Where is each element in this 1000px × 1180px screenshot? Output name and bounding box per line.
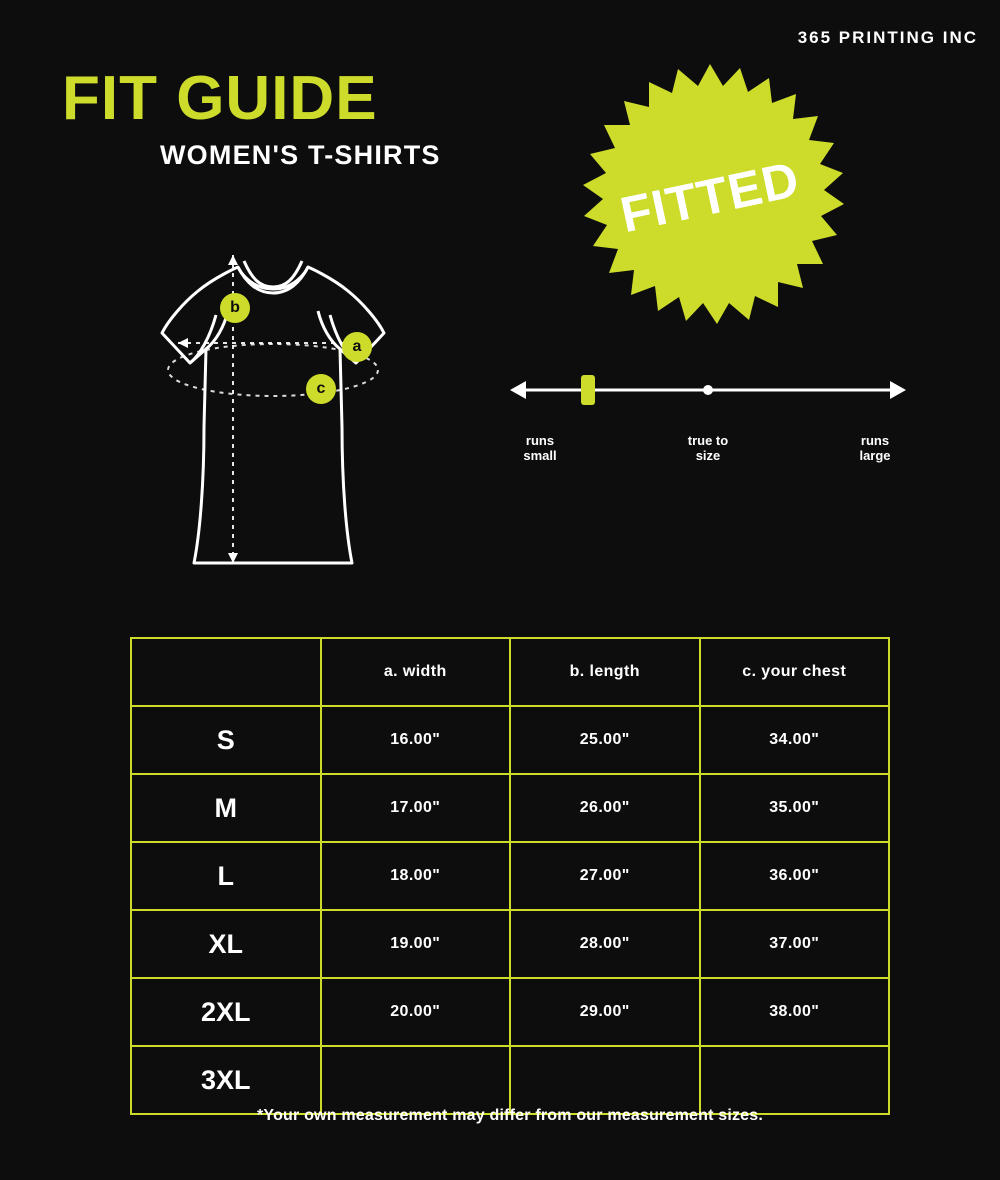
chest-value: 35.00" xyxy=(700,774,890,842)
width-value: 16.00" xyxy=(321,706,511,774)
fit-scale-marker xyxy=(581,375,595,405)
brand-name: 365 PRINTING INC xyxy=(797,28,978,47)
fit-scale-label-large-line2: large xyxy=(859,447,891,463)
table-header-row xyxy=(131,638,889,706)
marker-a: a xyxy=(342,332,372,362)
table-row xyxy=(131,978,889,1046)
fit-scale xyxy=(508,370,908,410)
width-value: 19.00" xyxy=(321,910,511,978)
length-value: 25.00" xyxy=(510,706,700,774)
table-header-length: b. length xyxy=(510,638,700,706)
fit-scale-label-large-line1: runs xyxy=(860,433,890,448)
marker-c: c xyxy=(306,374,336,404)
size-table xyxy=(130,637,890,1115)
fit-scale-label-small-line2: small xyxy=(523,447,557,463)
length-value: 27.00" xyxy=(510,842,700,910)
table-row xyxy=(131,774,889,842)
table-header-chest: c. your chest xyxy=(700,638,890,706)
fitted-starburst-icon xyxy=(575,62,845,332)
fitted-badge-label: FITTED xyxy=(615,150,805,244)
table-row xyxy=(131,1046,889,1114)
chest-value xyxy=(700,1046,890,1114)
fit-scale-label-small-line1: runs xyxy=(525,433,555,448)
table-row xyxy=(131,706,889,774)
table-row xyxy=(131,842,889,910)
size-label: L xyxy=(131,842,321,910)
table-header-blank xyxy=(131,638,321,706)
chest-value: 37.00" xyxy=(700,910,890,978)
length-value xyxy=(510,1046,700,1114)
fit-scale-label-small xyxy=(505,434,575,464)
fit-scale-label-large xyxy=(838,434,912,464)
length-value: 26.00" xyxy=(510,774,700,842)
width-value: 20.00" xyxy=(321,978,511,1046)
page-subtitle: WOMEN'S T-SHIRTS xyxy=(160,140,441,170)
length-value: 28.00" xyxy=(510,910,700,978)
length-value: 29.00" xyxy=(510,978,700,1046)
tshirt-diagram xyxy=(120,215,480,595)
size-label: M xyxy=(131,774,321,842)
table-row xyxy=(131,910,889,978)
size-label: 3XL xyxy=(131,1046,321,1114)
chest-value: 34.00" xyxy=(700,706,890,774)
footnote: *Your own measurement may differ from our measurement sizes. xyxy=(256,1107,764,1124)
size-table-wrapper xyxy=(130,637,890,1124)
fit-scale-label-true-line2: size xyxy=(695,447,721,463)
page-title: FIT GUIDE xyxy=(62,64,378,133)
chest-value: 38.00" xyxy=(700,978,890,1046)
size-label: 2XL xyxy=(131,978,321,1046)
tshirt-outline-icon xyxy=(120,215,480,595)
width-value xyxy=(321,1046,511,1114)
chest-value: 36.00" xyxy=(700,842,890,910)
width-value: 17.00" xyxy=(321,774,511,842)
size-label: S xyxy=(131,706,321,774)
fit-scale-label-true-line1: true to xyxy=(687,433,729,448)
marker-b: b xyxy=(220,293,250,323)
size-label: XL xyxy=(131,910,321,978)
table-header-width: a. width xyxy=(321,638,511,706)
fit-scale-label-true xyxy=(663,434,753,464)
width-value: 18.00" xyxy=(321,842,511,910)
